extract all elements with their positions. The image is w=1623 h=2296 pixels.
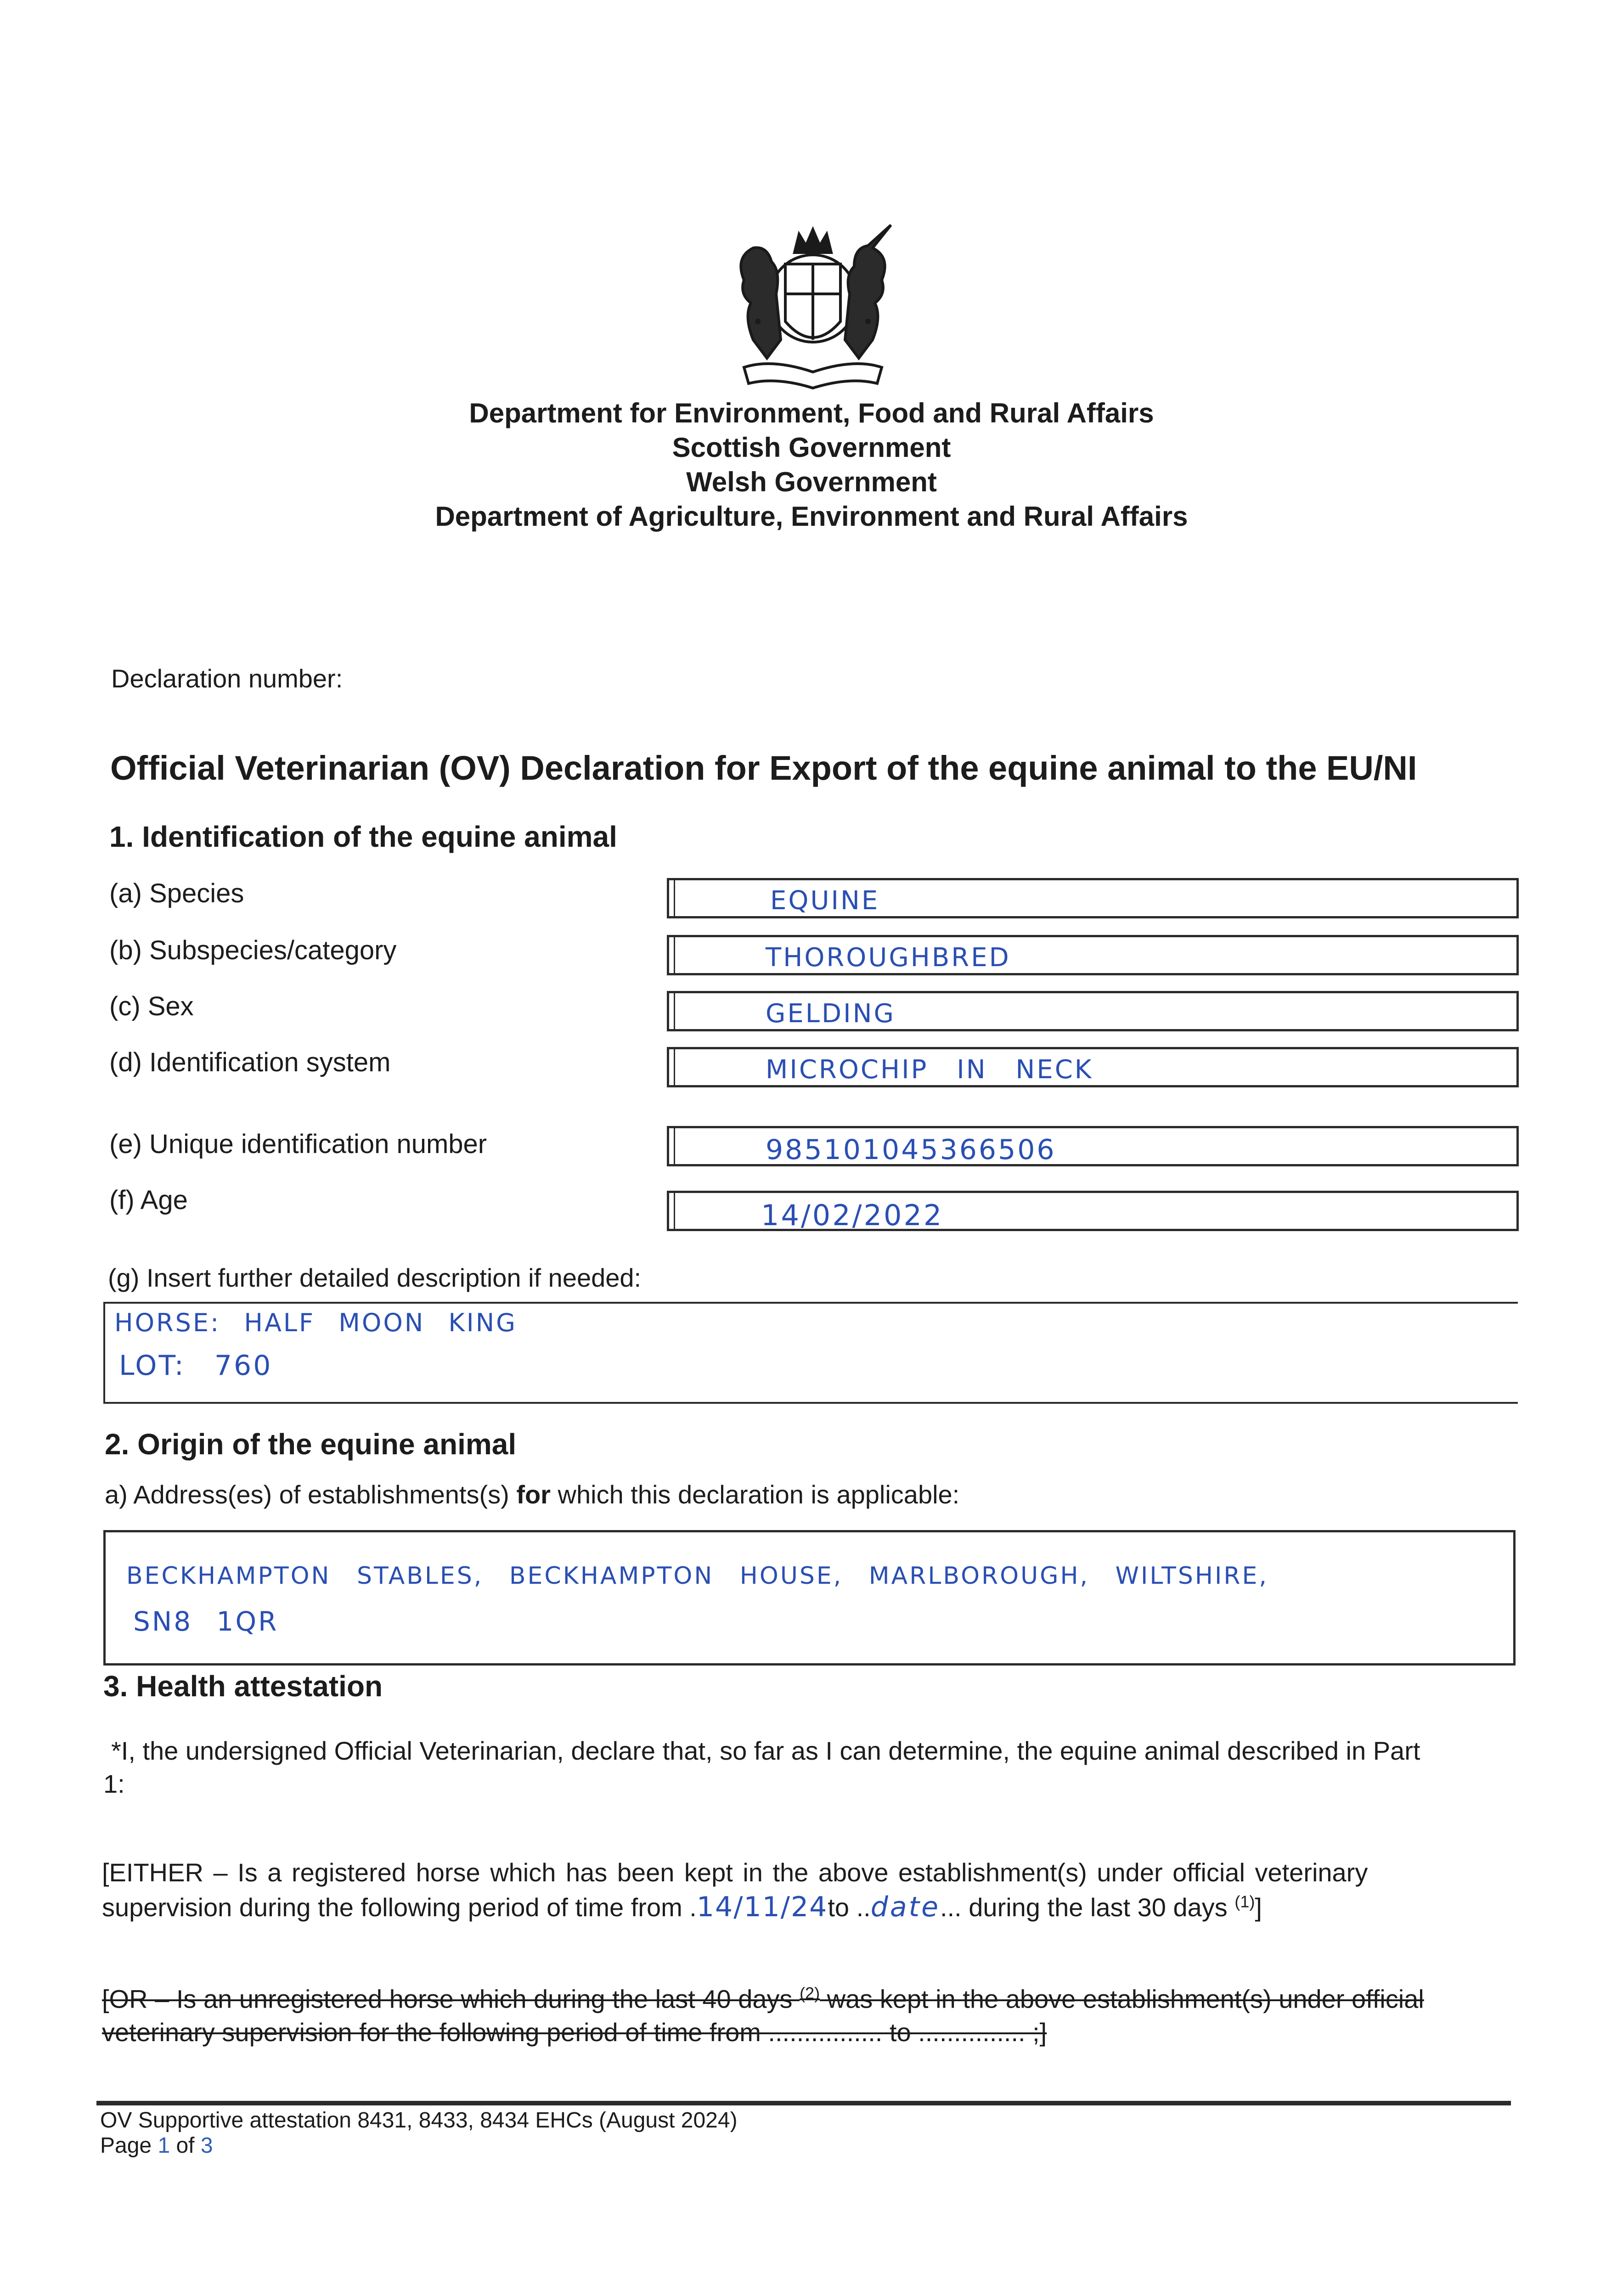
unique-id-label: (e) Unique identification number xyxy=(109,1129,487,1159)
address-line2: SN8 1QR xyxy=(133,1606,279,1637)
identification-system-label: (d) Identification system xyxy=(109,1047,391,1077)
department-defra: Department for Environment, Food and Rural Affairs xyxy=(469,398,1154,428)
address-label-bold: for xyxy=(516,1480,551,1509)
sex-field[interactable] xyxy=(667,991,1519,1031)
footer-page-number xyxy=(100,2133,213,2158)
address-label-pre: a) Address(es) of establishments(s) xyxy=(105,1480,517,1509)
either-to-date: date xyxy=(870,1891,941,1923)
address-line1: BECKHAMPTON STABLES, BECKHAMPTON HOUSE, MARLBOROUGH, WILTSHIRE, xyxy=(126,1562,1268,1590)
or-line2: veterinary supervision for the following period of time from ................ to ............... ;] xyxy=(102,2018,1047,2047)
either-line2 xyxy=(102,1891,1262,1923)
section1-heading: 1. Identification of the equine animal xyxy=(109,820,617,853)
either-end: ] xyxy=(1255,1893,1262,1922)
either-line2-pre: supervision during the following period of time from . xyxy=(102,1893,697,1922)
section3-heading: 3. Health attestation xyxy=(103,1670,383,1703)
attestation-intro-line1: *I, the undersigned Official Veterinarian, declare that, so far as I can determine, the equine animal described in Part xyxy=(111,1736,1420,1765)
footer-divider xyxy=(96,2101,1511,2105)
age-value: 14/02/2022 xyxy=(761,1199,944,1232)
page-word: Page xyxy=(100,2133,158,2158)
section2-heading: 2. Origin of the equine animal xyxy=(105,1428,517,1461)
either-from-date: 14/11/24 xyxy=(696,1891,828,1923)
page-total: 3 xyxy=(200,2133,213,2158)
department-daera: Department of Agriculture, Environment and Rural Affairs xyxy=(435,501,1188,532)
age-field[interactable] xyxy=(667,1191,1519,1231)
footer-attestation: OV Supportive attestation 8431, 8433, 8434 EHCs (August 2024) xyxy=(100,2108,738,2133)
subspecies-label: (b) Subspecies/category xyxy=(109,935,397,965)
either-to-word: to .. xyxy=(828,1893,871,1922)
age-label: (f) Age xyxy=(109,1185,188,1215)
further-description-line1: HORSE: HALF MOON KING xyxy=(114,1308,517,1337)
species-field[interactable] xyxy=(667,878,1519,918)
unique-id-value: 985101045366506 xyxy=(766,1134,1056,1166)
identification-system-field[interactable] xyxy=(667,1047,1519,1087)
either-line2-post: ... during the last 30 days xyxy=(940,1893,1228,1922)
address-box[interactable] xyxy=(103,1530,1516,1666)
subspecies-field[interactable] xyxy=(667,935,1519,975)
department-welsh: Welsh Government xyxy=(686,467,937,497)
attestation-intro-line2: 1: xyxy=(103,1769,125,1798)
further-description-line2: LOT: 760 xyxy=(119,1350,273,1382)
either-line1: [EITHER – Is a registered horse which has been kept in the above establishment(s) under official veterinary xyxy=(102,1858,1368,1887)
unique-id-field[interactable] xyxy=(667,1126,1519,1166)
either-footnote-ref: (1) xyxy=(1234,1892,1255,1911)
or-line1-post: was kept in the above establishment(s) under official xyxy=(820,1984,1424,2014)
address-label-post: which this declaration is applicable: xyxy=(550,1480,960,1509)
further-description-box[interactable] xyxy=(103,1302,1518,1404)
species-label: (a) Species xyxy=(109,878,244,908)
subspecies-value: THOROUGHBRED xyxy=(766,943,1011,973)
page-of: of xyxy=(170,2133,201,2158)
page-current: 1 xyxy=(158,2133,170,2158)
declaration-number-label: Declaration number: xyxy=(111,664,343,693)
identification-system-value: MICROCHIP IN NECK xyxy=(766,1055,1093,1085)
or-footnote-ref: (2) xyxy=(800,1984,820,2003)
sex-value: GELDING xyxy=(766,999,896,1029)
department-scottish: Scottish Government xyxy=(672,432,951,463)
or-line1-pre: [OR – Is an unregistered horse which during the last 40 days xyxy=(102,1984,800,2014)
document-title: Official Veterinarian (OV) Declaration for Export of the equine animal to the EU/NI xyxy=(110,749,1417,787)
sex-label: (c) Sex xyxy=(109,991,194,1021)
further-description-label: (g) Insert further detailed description if needed: xyxy=(108,1263,642,1292)
or-line1 xyxy=(102,1984,1424,2014)
address-label xyxy=(105,1480,959,1509)
species-value: EQUINE xyxy=(770,886,880,916)
royal-crest-icon xyxy=(716,220,909,395)
